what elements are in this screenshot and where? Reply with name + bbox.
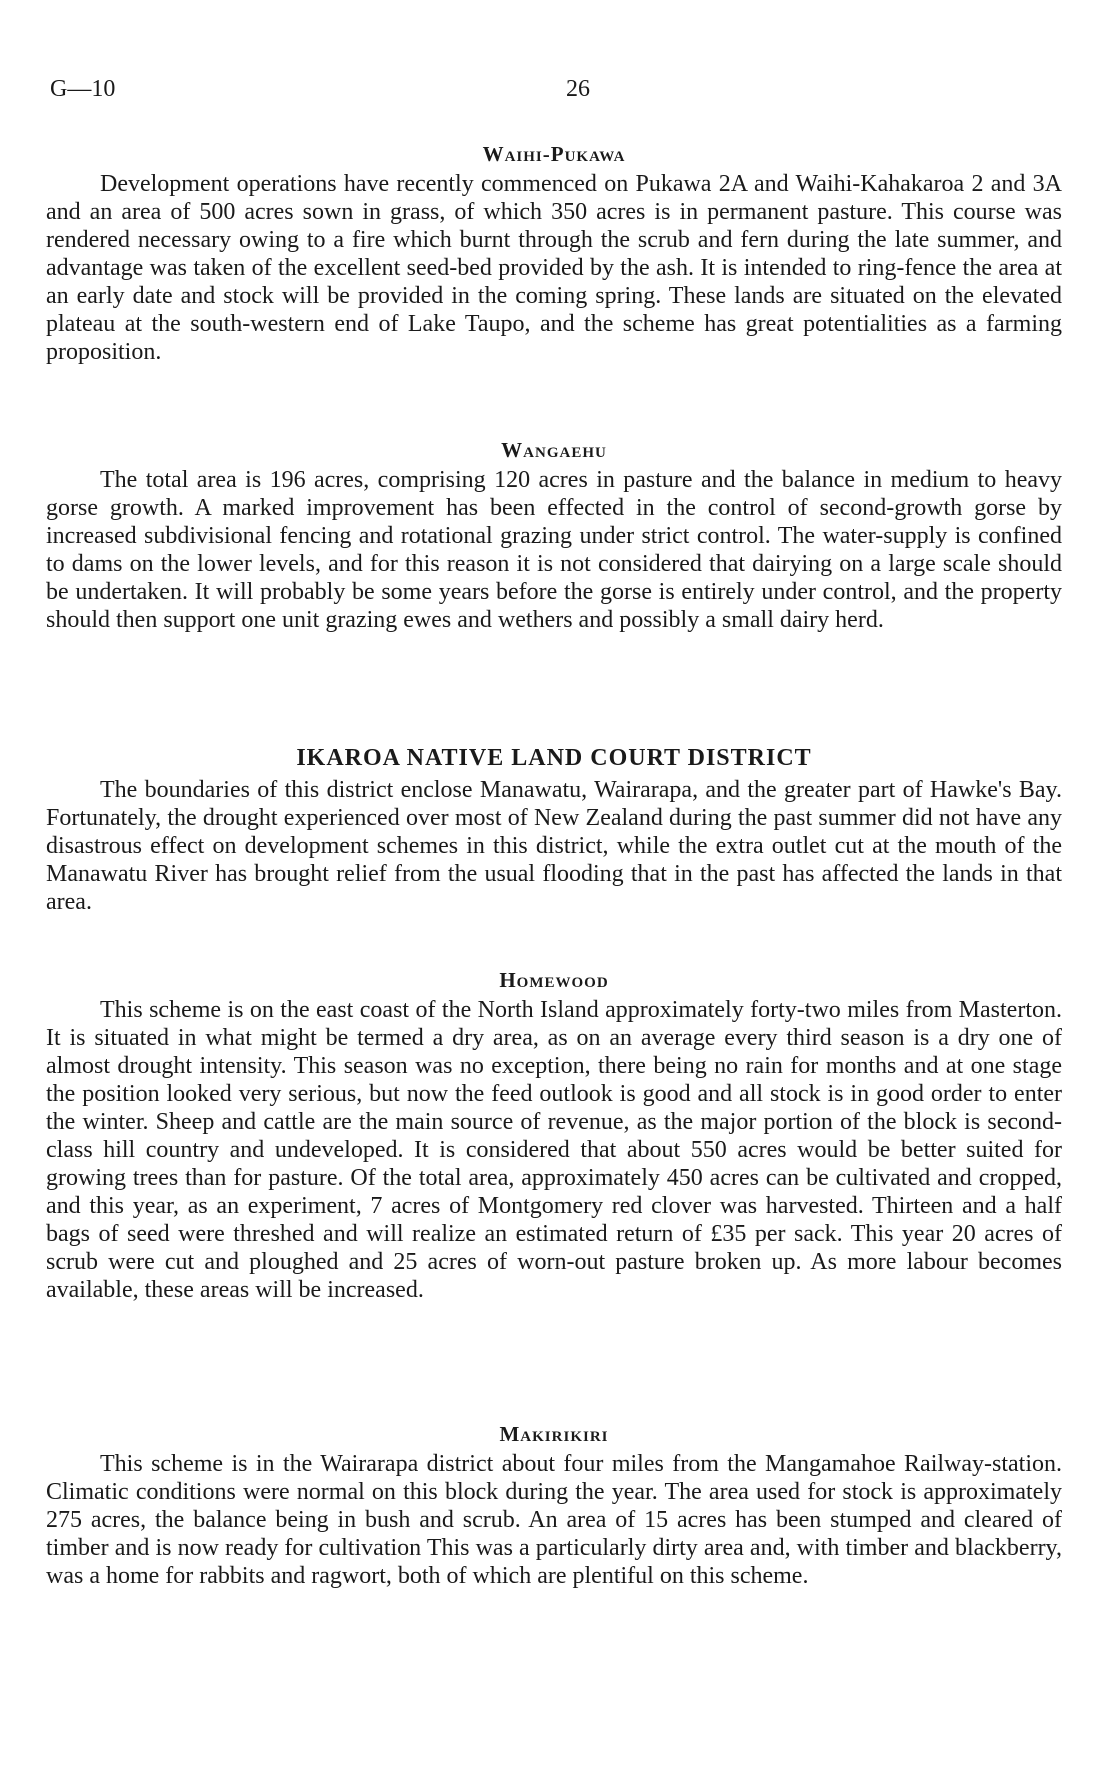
section-heading: Wangaehu <box>501 438 607 462</box>
page-header <box>46 76 1062 116</box>
section-ikaroa-district <box>46 742 1062 916</box>
section-paragraph: This scheme is in the Wairarapa district about four miles from the Mangamahoe Railway-station. Climatic conditions were normal on this block during the year. The area used for stock is approximately 275 acres, the balance being in bush and scrub. An area of 15 acres has been stumped and cleared of timber and is now ready for cultivation This was a particularly dirty area and, with timber and blackberry, was a home for rabbits and ragwort, both of which are plentiful on this scheme. <box>46 1451 1062 1589</box>
section-makirikiri <box>46 1420 1062 1590</box>
section-homewood <box>46 966 1062 1304</box>
section-paragraph: This scheme is on the east coast of the North Island approximately forty-two miles from Masterton. It is situated in what might be termed a dry area, as on an average every third season is a dry one of almost drought intensity. This season was no exception, there being no rain for months and at one stage the position looked very serious, but now the feed outlook is good and all stock is in good order to enter the winter. Sheep and cattle are the main source of revenue, as the major portion of the block is second-class hill country and undeveloped. It is considered that about 550 acres would be better suited for growing trees than for pasture. Of the total area, approximately 450 acres can be cultivated and cropped, and this year, as an experiment, 7 acres of Montgomery red clover was harvested. Thirteen and a half bags of seed were threshed and will realize an estimated return of £35 per sack. This year 20 acres of scrub were cut and ploughed and 25 acres of worn-out pasture broken up. As more labour becomes available, these areas will be increased. <box>46 997 1062 1303</box>
page-number: 26 <box>566 76 590 102</box>
section-paragraph: The total area is 196 acres, comprising 120 acres in pasture and the balance in medium to heavy gorse growth. A marked improvement has been effected in the control of second-growth gorse by increased subdivisional fencing and rotational grazing under strict control. The water-supply is confined to dams on the lower levels, and for this reason it is not considered that dairying on a large scale should be undertaken. It will probably be some years before the gorse is entirely under control, and the property should then support one unit grazing ewes and wethers and possibly a small dairy herd. <box>46 467 1062 633</box>
section-paragraph: Development operations have recently commenced on Pukawa 2A and Waihi-Kahakaroa 2 and 3A and an area of 500 acres sown in grass, of which 350 acres is in permanent pasture. This course was rendered necessary owing to a fire which burnt through the scrub and fern during the late summer, and advantage was taken of the excellent seed-bed provided by the ash. It is intended to ring-fence the area at an early date and stock will be provided in the coming spring. These lands are situated on the elevated plateau at the south-western end of Lake Taupo, and the scheme has great potentialities as a farming proposition. <box>46 171 1062 365</box>
district-heading: IKAROA NATIVE LAND COURT DISTRICT <box>296 745 812 771</box>
section-heading: Homewood <box>499 968 609 992</box>
section-wangaehu <box>46 436 1062 634</box>
section-heading: Makirikiri <box>499 1422 609 1446</box>
section-heading: Waihi-Pukawa <box>482 142 626 166</box>
section-paragraph: The boundaries of this district enclose Manawatu, Wairarapa, and the greater part of Hawke's Bay. Fortunately, the drought experienced over most of New Zealand during the past summer did not have any disastrous effect on development schemes in this district, while the extra outlet cut at the mouth of the Manawatu River has brought relief from the usual flooding that in the past has affected the lands in that area. <box>46 777 1062 915</box>
section-waihi-pukawa <box>46 140 1062 366</box>
document-reference: G—10 <box>50 76 116 102</box>
